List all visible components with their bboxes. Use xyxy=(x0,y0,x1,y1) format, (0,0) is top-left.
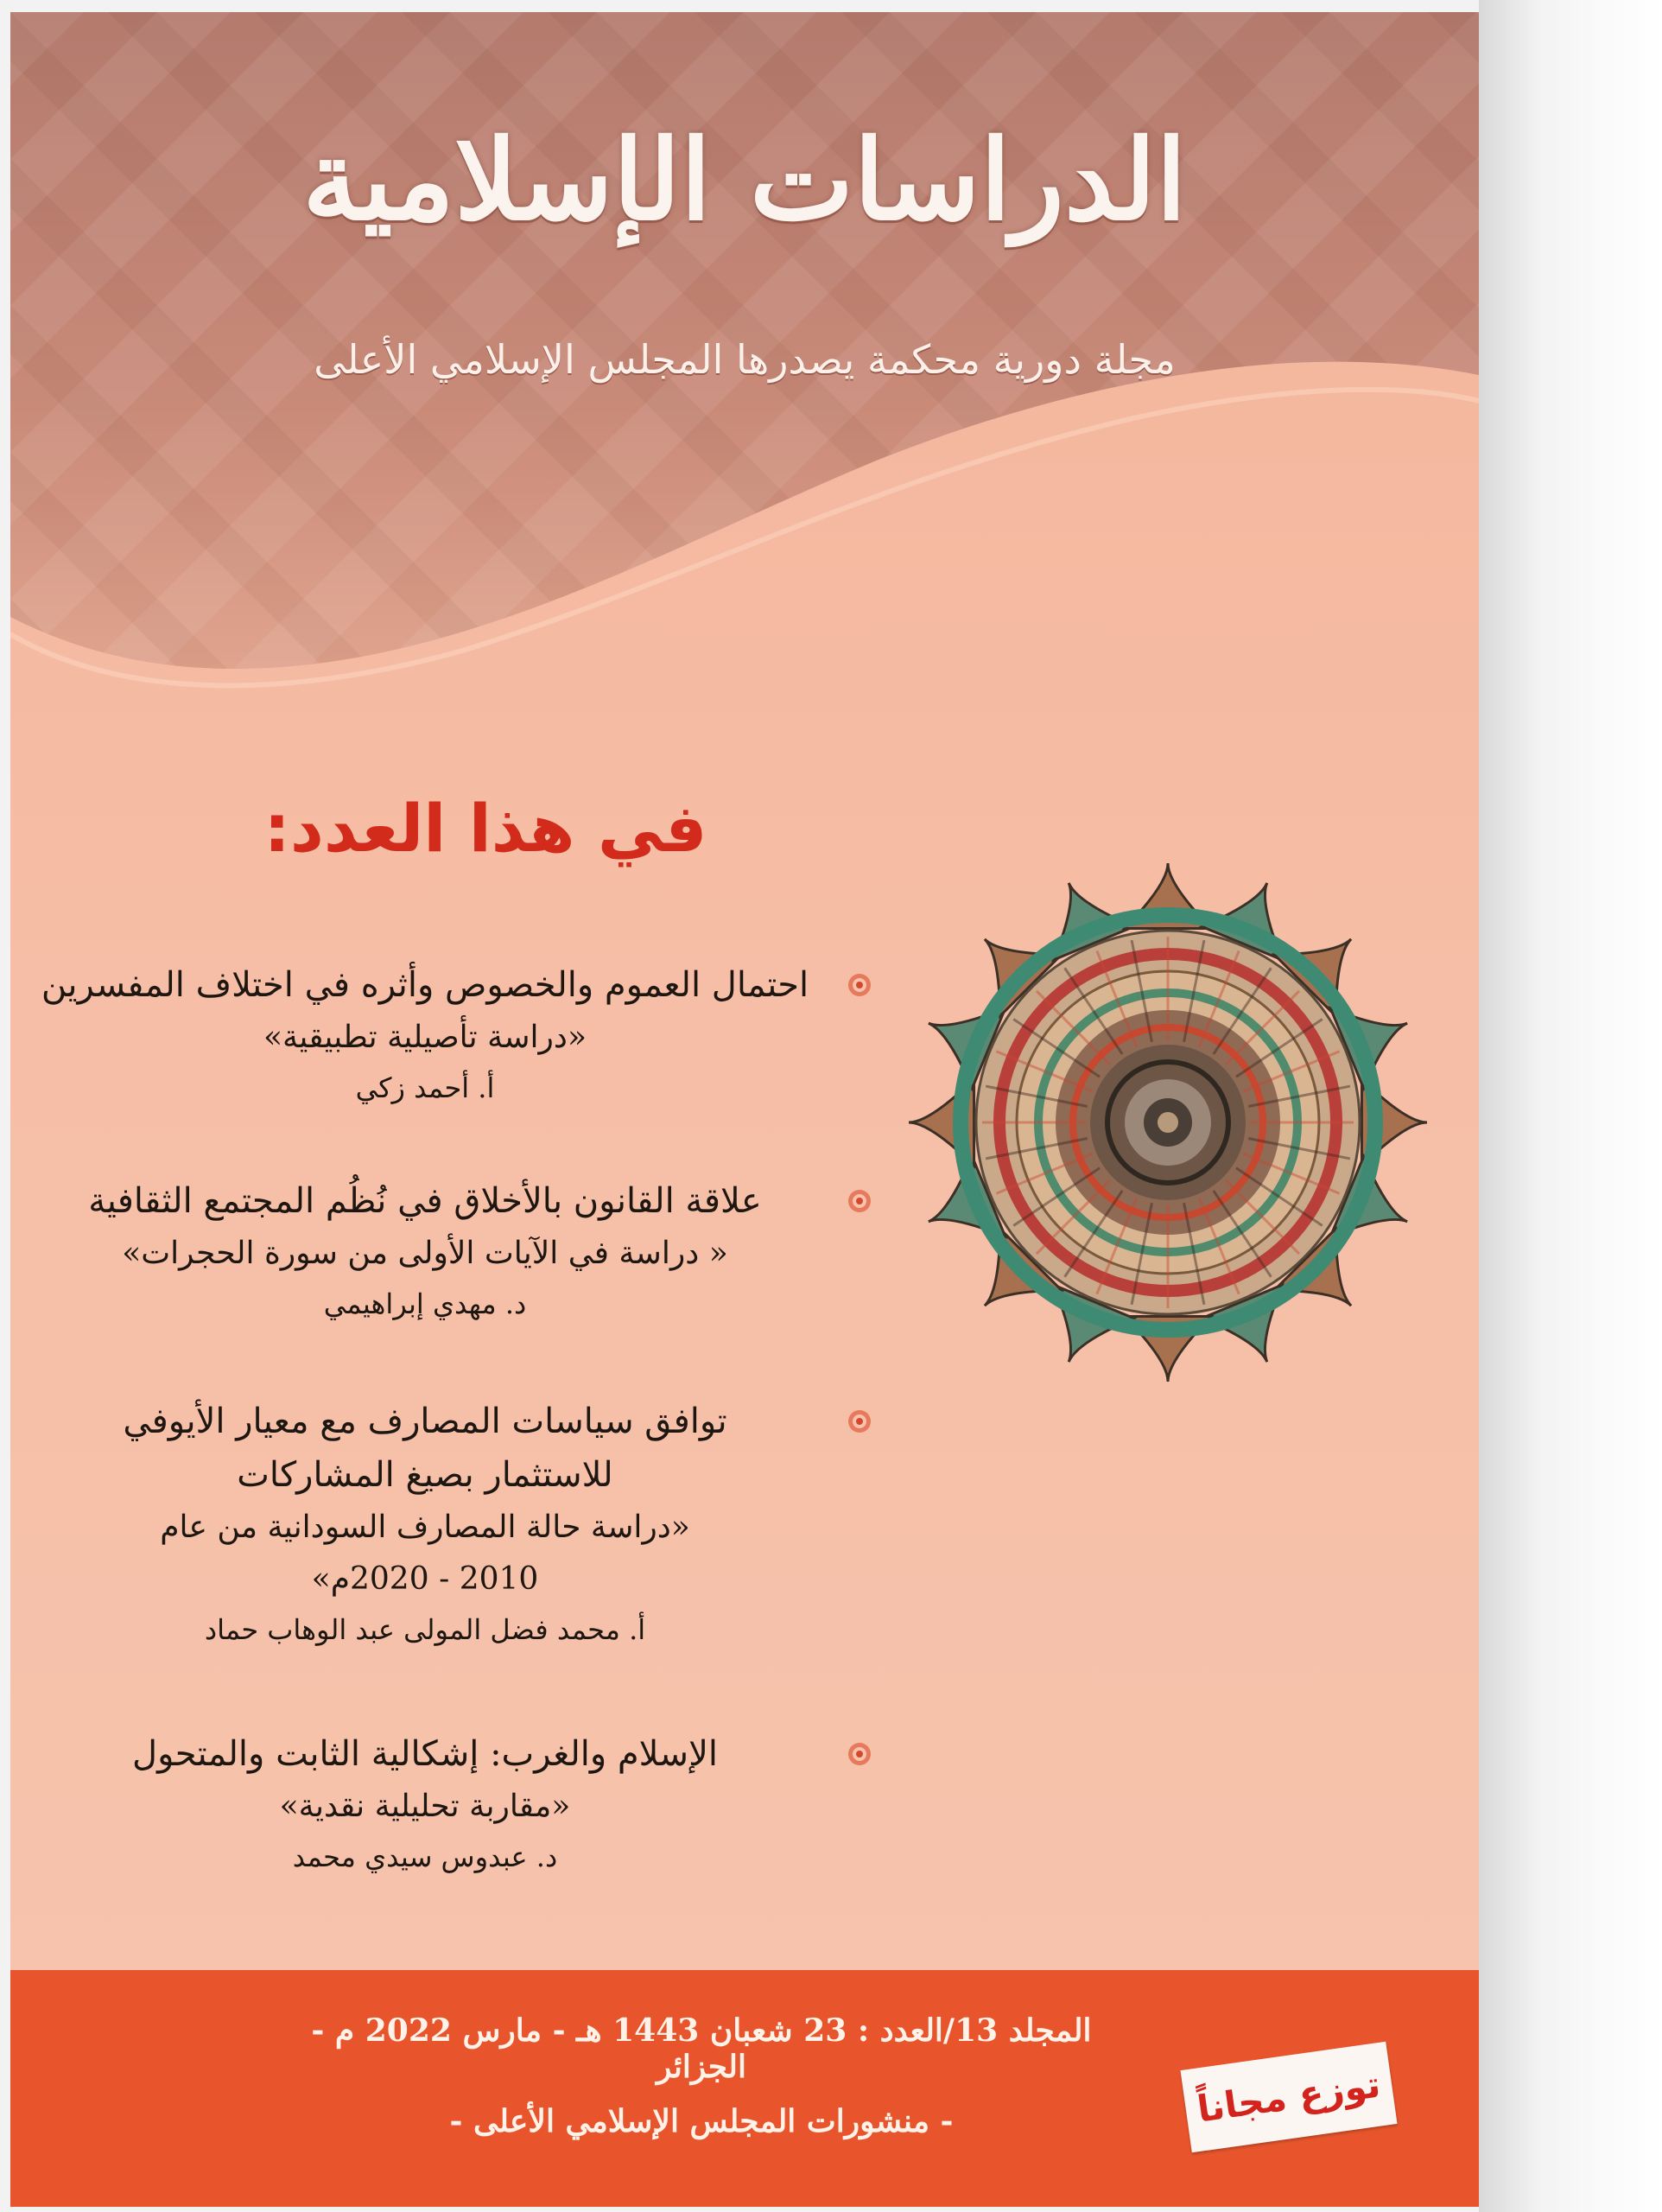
article-author: د. عبدوس سيدي محمد xyxy=(292,1840,558,1873)
flower-bullet-icon xyxy=(847,972,872,998)
issue-heading: في هذا العدد: xyxy=(263,790,707,867)
article-title-line2: للاستثمار بصيغ المشاركات xyxy=(237,1455,613,1495)
article-title: علاقة القانون بالأخلاق في نُظُم المجتمع الثقافية xyxy=(88,1181,762,1221)
article-4 xyxy=(10,1727,857,1881)
flower-bullet-icon xyxy=(847,1741,872,1767)
article-subtitle: «مقاربة تحليلية نقدية» xyxy=(279,1789,571,1824)
article-subtitle: «دراسة حالة المصارف السودانية من عام xyxy=(160,1510,690,1545)
flower-bullet-icon xyxy=(847,1408,872,1434)
magazine-cover xyxy=(10,12,1479,2207)
article-1 xyxy=(10,958,857,1112)
article-title: الإسلام والغرب: إشكالية الثابت والمتحول xyxy=(132,1734,718,1774)
article-2 xyxy=(10,1174,857,1328)
article-3 xyxy=(10,1395,857,1654)
magazine-subtitle: مجلة دورية محكمة يصدرها المجلس الإسلامي الأعلى xyxy=(314,336,1176,383)
article-author: د. مهدي إبراهيمي xyxy=(323,1287,527,1320)
article-subtitle-line2: 2010 - 2020م» xyxy=(311,1561,539,1597)
article-title: توافق سياسات المصارف مع معيار الأيوفي xyxy=(123,1402,727,1441)
issue-info: المجلد 13/العدد : 23 شعبان 1443 هـ - مارس 2022 م - الجزائر xyxy=(311,2012,1092,2085)
article-subtitle: «دراسة تأصيلية تطبيقية» xyxy=(263,1020,587,1055)
publisher-line: - منشورات المجلس الإسلامي الأعلى - xyxy=(449,2103,954,2139)
magazine-title: الدراسات الإسلامية xyxy=(302,116,1187,245)
article-subtitle: « دراسة في الآيات الأولى من سورة الحجرات» xyxy=(122,1236,728,1271)
flower-bullet-icon xyxy=(847,1188,872,1214)
article-author: أ. محمد فضل المولى عبد الوهاب حماد xyxy=(204,1613,646,1646)
article-title: احتمال العموم والخصوص وأثره في اختلاف المفسرين xyxy=(41,965,809,1005)
page-edge xyxy=(1479,0,1662,2212)
free-distribution-stamp: توزع مجاناً xyxy=(1180,2042,1397,2152)
article-author: أ. أحمد زكي xyxy=(355,1071,495,1104)
mandala-ornament-icon xyxy=(891,855,1444,1390)
